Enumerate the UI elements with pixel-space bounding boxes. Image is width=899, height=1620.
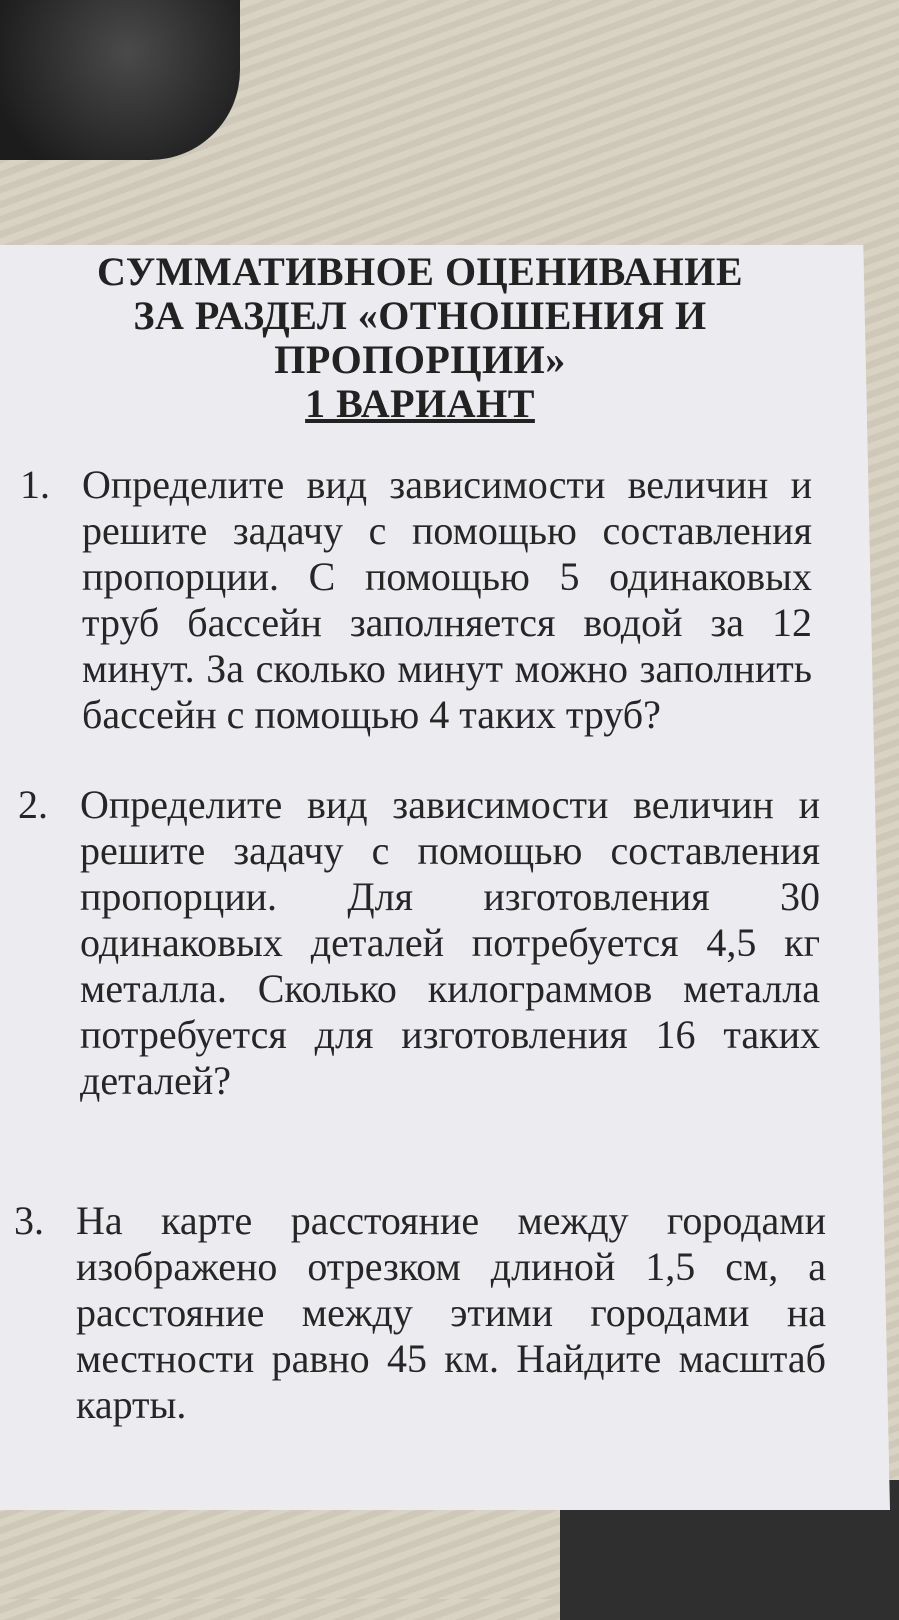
task-3-number: 3. [14,1198,44,1243]
task-3-text: На карте расстояние между городами изображено отрезком длиной 1,5 см, а расстояние между этими городами на местности равно 45 км. Найдите масштаб карты. [76,1198,826,1427]
task-2-text: Определите вид зависимости величин и решите задачу с помощью составления пропорции. Для изготовления 30 одинаковых деталей потребуется 4,5 кг металла. Сколько килограммов металла потребуется для изготовления 16 таких деталей? [80,782,820,1103]
task-1-text: Определите вид зависимости величин и решите задачу с помощью составления пропорции. С помощью 5 одинаковых труб бассейн заполняется водой за 12 минут. За сколько минут можно заполнить бассейн с помощью 4 таких труб? [82,462,812,737]
header-title-line-3: ПРОПОРЦИИ» [274,337,566,382]
task-1-number: 1. [20,462,50,507]
variant-label: 1 ВАРИАНТ [305,381,535,426]
header-title-line-2: ЗА РАЗДЕЛ «ОТНОШЕНИЯ И [133,293,707,338]
header-title-line-1: СУММАТИВНОЕ ОЦЕНИВАНИЕ [96,249,744,294]
task-2-number: 2. [18,782,48,827]
background-device [0,0,240,160]
document-header [60,250,780,426]
